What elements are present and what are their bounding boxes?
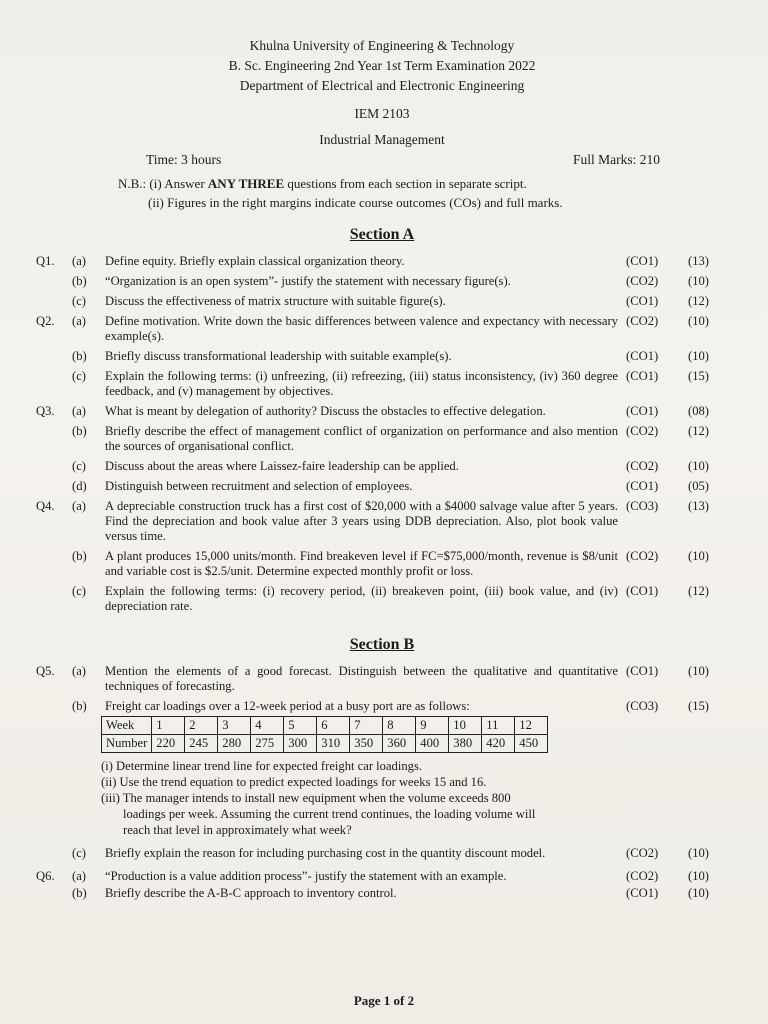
number-cell: 450 xyxy=(515,735,548,753)
marks: (10) xyxy=(688,886,709,900)
question-row xyxy=(36,254,728,269)
section-b-title: Section B xyxy=(349,636,415,653)
number-header: Number xyxy=(102,735,152,753)
question-row xyxy=(36,369,728,399)
part-label: (a) xyxy=(72,314,86,328)
question-text: Explain the following terms: (i) recovery period, (ii) breakeven point, (iii) book value, and (iv) depreciation rate. xyxy=(105,584,618,613)
week-cell: 3 xyxy=(218,717,251,735)
question-row xyxy=(36,314,728,344)
part-label: (c) xyxy=(72,846,86,860)
exam-header xyxy=(36,36,728,150)
marks: (13) xyxy=(688,254,709,268)
number-cell: 245 xyxy=(185,735,218,753)
course-outcome: (CO3) xyxy=(626,699,659,713)
question-text: Explain the following terms: (i) unfreezing, (ii) refreezing, (iii) status inconsistency, (iv) 360 degree feedback, and (v) management by objectives. xyxy=(105,369,618,398)
instructions xyxy=(36,174,728,212)
course-outcome: (CO1) xyxy=(626,664,659,678)
week-cell: 11 xyxy=(482,717,515,735)
course-outcome: (CO1) xyxy=(626,886,659,900)
question-text: “Production is a value addition process”- justify the statement with an example. xyxy=(105,869,507,883)
question-row xyxy=(36,404,728,419)
part-label: (c) xyxy=(72,459,86,473)
question-row xyxy=(36,664,728,694)
week-cell: 9 xyxy=(416,717,449,735)
part-label: (a) xyxy=(72,499,86,513)
instruction-suffix: questions from each section in separate script. xyxy=(287,176,527,191)
number-cell: 275 xyxy=(251,735,284,753)
part-label: (b) xyxy=(72,274,87,288)
week-row xyxy=(102,717,548,735)
question-number: Q1. xyxy=(36,254,55,268)
question-number: Q5. xyxy=(36,664,55,678)
question-text: Define motivation. Write down the basic differences between valence and expectancy with necessary example(s). xyxy=(105,314,618,343)
question-text: Briefly describe the A-B-C approach to inventory control. xyxy=(105,886,397,900)
course-outcome: (CO2) xyxy=(626,869,659,883)
week-cell: 1 xyxy=(152,717,185,735)
freight-table-wrap xyxy=(36,716,728,838)
marks: (10) xyxy=(688,349,709,363)
number-cell: 380 xyxy=(449,735,482,753)
marks: (10) xyxy=(688,664,709,678)
part-label: (a) xyxy=(72,404,86,418)
part-label: (a) xyxy=(72,664,86,678)
week-header: Week xyxy=(102,717,152,735)
question-row xyxy=(36,846,728,861)
week-cell: 10 xyxy=(449,717,482,735)
question-number: Q2. xyxy=(36,314,55,328)
exam-time: Time: 3 hours xyxy=(146,152,222,167)
question-row xyxy=(36,294,728,309)
subquestion-i: (i) Determine linear trend line for expected freight car loadings. xyxy=(101,759,422,773)
question-row xyxy=(36,699,728,714)
subquestion-iii-cont2: reach that level in approximately what week? xyxy=(123,823,352,837)
instruction-prefix: N.B.: (i) Answer xyxy=(118,176,205,191)
question-number: Q6. xyxy=(36,869,55,883)
question-row xyxy=(36,479,728,494)
marks: (12) xyxy=(688,584,709,598)
week-cell: 5 xyxy=(284,717,317,735)
part-label: (b) xyxy=(72,349,87,363)
question-row xyxy=(36,886,728,901)
question-row xyxy=(36,869,728,884)
marks: (05) xyxy=(688,479,709,493)
marks: (15) xyxy=(688,369,709,383)
question-text: Define equity. Briefly explain classical organization theory. xyxy=(105,254,405,268)
university-name: Khulna University of Engineering & Technology xyxy=(249,38,515,53)
marks: (10) xyxy=(688,314,709,328)
part-label: (b) xyxy=(72,424,87,438)
number-cell: 280 xyxy=(218,735,251,753)
question-row xyxy=(36,459,728,474)
course-outcome: (CO2) xyxy=(626,424,659,438)
question-text: What is meant by delegation of authority? Discuss the obstacles to effective delegation. xyxy=(105,404,546,418)
marks: (12) xyxy=(688,424,709,438)
subquestions xyxy=(101,759,728,838)
number-cell: 360 xyxy=(383,735,416,753)
question-row xyxy=(36,549,728,579)
number-row xyxy=(102,735,548,753)
marks: (12) xyxy=(688,294,709,308)
course-outcome: (CO2) xyxy=(626,274,659,288)
week-cell: 6 xyxy=(317,717,350,735)
marks: (08) xyxy=(688,404,709,418)
question-text: Mention the elements of a good forecast. Distinguish between the qualitative and quantitative techniques of forecasting. xyxy=(105,664,618,693)
course-outcome: (CO3) xyxy=(626,499,659,513)
course-outcome: (CO2) xyxy=(626,314,659,328)
instruction-line-2: (ii) Figures in the right margins indicate course outcomes (COs) and full marks. xyxy=(148,195,563,210)
number-cell: 310 xyxy=(317,735,350,753)
part-label: (c) xyxy=(72,294,86,308)
question-row xyxy=(36,499,728,544)
course-outcome: (CO2) xyxy=(626,846,659,860)
course-outcome: (CO1) xyxy=(626,369,659,383)
course-title: Industrial Management xyxy=(319,132,445,147)
instruction-emphasis: ANY THREE xyxy=(207,176,285,191)
course-code: IEM 2103 xyxy=(354,106,410,121)
subquestion-iii: (iii) The manager intends to install new equipment when the volume exceeds 800 xyxy=(101,791,511,805)
subquestion-iii-cont: loadings per week. Assuming the current trend continues, the loading volume will xyxy=(123,807,536,821)
part-label: (c) xyxy=(72,369,86,383)
question-text: A plant produces 15,000 units/month. Find breakeven level if FC=$75,000/month, revenue is $8/unit and variable cost is $2.5/unit. Determine expected monthly profit or loss. xyxy=(105,549,618,578)
question-text: Discuss the effectiveness of matrix structure with suitable figure(s). xyxy=(105,294,446,308)
exam-title: B. Sc. Engineering 2nd Year 1st Term Examination 2022 xyxy=(228,58,536,73)
full-marks: Full Marks: 210 xyxy=(572,152,660,167)
section-b-questions xyxy=(36,664,728,901)
part-label: (d) xyxy=(72,479,87,493)
question-text: Briefly discuss transformational leadership with suitable example(s). xyxy=(105,349,452,363)
course-outcome: (CO1) xyxy=(626,294,659,308)
course-outcome: (CO1) xyxy=(626,479,659,493)
question-row xyxy=(36,349,728,364)
section-a-title: Section A xyxy=(349,226,415,243)
question-row xyxy=(36,584,728,614)
section-a-questions xyxy=(36,254,728,614)
question-text: Briefly explain the reason for including purchasing cost in the quantity discount model. xyxy=(105,846,546,860)
part-label: (b) xyxy=(72,549,87,563)
marks: (10) xyxy=(688,459,709,473)
week-cell: 2 xyxy=(185,717,218,735)
week-cell: 12 xyxy=(515,717,548,735)
week-cell: 4 xyxy=(251,717,284,735)
week-cell: 7 xyxy=(350,717,383,735)
question-number: Q4. xyxy=(36,499,55,513)
course-outcome: (CO1) xyxy=(626,254,659,268)
question-row xyxy=(36,274,728,289)
instruction-line-1 xyxy=(118,174,728,193)
number-cell: 300 xyxy=(284,735,317,753)
number-cell: 350 xyxy=(350,735,383,753)
subquestion-ii: (ii) Use the trend equation to predict expected loadings for weeks 15 and 16. xyxy=(101,775,487,789)
question-number: Q3. xyxy=(36,404,55,418)
number-cell: 220 xyxy=(152,735,185,753)
question-text: Briefly describe the effect of management conflict of organization on performance and also mention the sources of organisational conflict. xyxy=(105,424,618,453)
course-outcome: (CO1) xyxy=(626,584,659,598)
marks: (15) xyxy=(688,699,709,713)
page-number: Page 1 of 2 xyxy=(353,993,415,1008)
question-text: Discuss about the areas where Laissez-faire leadership can be applied. xyxy=(105,459,459,473)
number-cell: 400 xyxy=(416,735,449,753)
part-label: (b) xyxy=(72,886,87,900)
part-label: (c) xyxy=(72,584,86,598)
marks: (10) xyxy=(688,846,709,860)
week-cell: 8 xyxy=(383,717,416,735)
question-row xyxy=(36,424,728,454)
question-text: Distinguish between recruitment and selection of employees. xyxy=(105,479,413,493)
course-outcome: (CO1) xyxy=(626,404,659,418)
course-outcome: (CO1) xyxy=(626,349,659,363)
part-label: (b) xyxy=(72,699,87,713)
department-name: Department of Electrical and Electronic Engineering xyxy=(239,78,525,93)
marks: (13) xyxy=(688,499,709,513)
marks: (10) xyxy=(688,274,709,288)
question-text: “Organization is an open system”- justify the statement with necessary figure(s). xyxy=(105,274,511,288)
course-outcome: (CO2) xyxy=(626,549,659,563)
number-cell: 420 xyxy=(482,735,515,753)
marks: (10) xyxy=(688,549,709,563)
time-marks-bar xyxy=(36,150,728,168)
part-label: (a) xyxy=(72,869,86,883)
part-label: (a) xyxy=(72,254,86,268)
question-text: Freight car loadings over a 12-week period at a busy port are as follows: xyxy=(105,699,470,713)
question-text: A depreciable construction truck has a first cost of $20,000 with a $4000 salvage value after 5 years. Find the depreciation and book value after 3 years using DDB depreciation. Also, plot book value versus time. xyxy=(105,499,618,543)
freight-table xyxy=(101,716,548,753)
marks: (10) xyxy=(688,869,709,883)
course-outcome: (CO2) xyxy=(626,459,659,473)
